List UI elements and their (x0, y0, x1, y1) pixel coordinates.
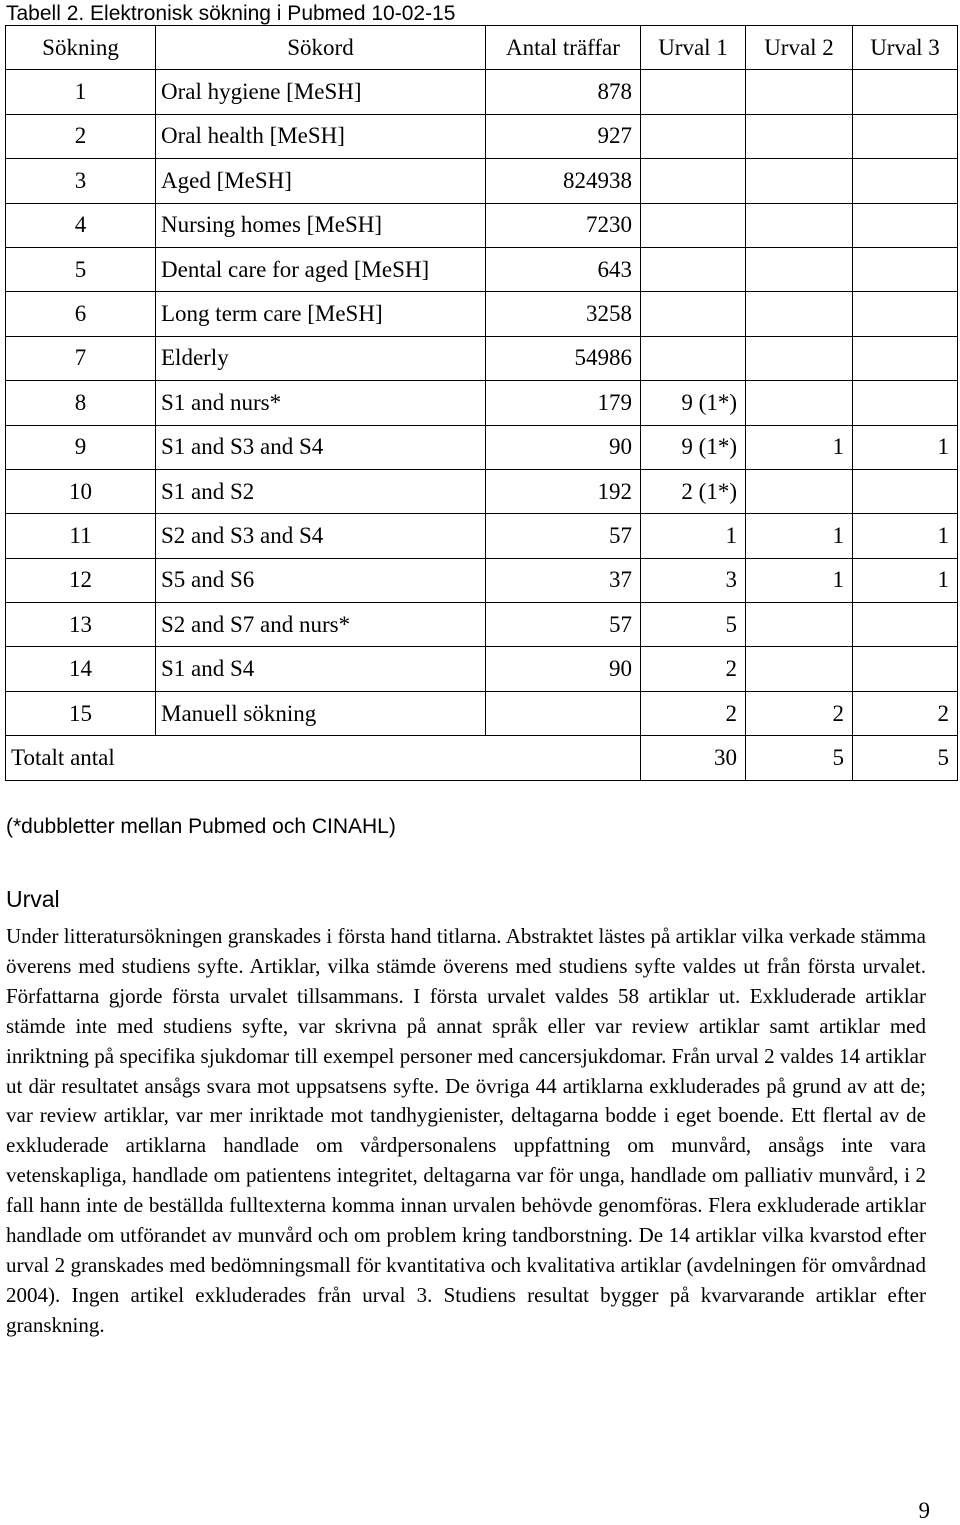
cell-urval-3 (853, 203, 958, 247)
cell-urval-3 (853, 381, 958, 425)
cell-sokning: 4 (6, 203, 156, 247)
cell-sokord: Elderly (156, 336, 486, 380)
cell-urval-1: 2 (1*) (641, 469, 746, 513)
cell-urval-1 (641, 70, 746, 114)
cell-urval-1 (641, 247, 746, 291)
cell-urval-1 (641, 336, 746, 380)
header-sokord: Sökord (156, 26, 486, 70)
cell-sokning: 8 (6, 381, 156, 425)
cell-sokord: Long term care [MeSH] (156, 292, 486, 336)
cell-urval-3 (853, 292, 958, 336)
table-row (6, 558, 958, 602)
cell-urval-2 (746, 336, 853, 380)
table-row (6, 381, 958, 425)
cell-sokning: 2 (6, 114, 156, 158)
section-heading: Urval (6, 886, 60, 912)
page-number: 9 (918, 1498, 930, 1523)
table-row (6, 159, 958, 203)
cell-antal-traffar: 90 (486, 647, 641, 691)
cell-antal-traffar: 179 (486, 381, 641, 425)
cell-sokord: S1 and S3 and S4 (156, 425, 486, 469)
cell-antal-traffar: 643 (486, 247, 641, 291)
cell-urval-3 (853, 70, 958, 114)
header-urval-2: Urval 2 (746, 26, 853, 70)
header-sokning: Sökning (6, 26, 156, 70)
cell-urval-2 (746, 114, 853, 158)
cell-urval-2 (746, 203, 853, 247)
cell-urval-2 (746, 469, 853, 513)
cell-sokord: Oral health [MeSH] (156, 114, 486, 158)
cell-sokord: S1 and S4 (156, 647, 486, 691)
cell-urval-2 (746, 159, 853, 203)
cell-sokning: 14 (6, 647, 156, 691)
cell-urval-2 (746, 647, 853, 691)
table-row (6, 114, 958, 158)
cell-urval-1: 1 (641, 514, 746, 558)
cell-urval-1 (641, 159, 746, 203)
cell-urval-2: 1 (746, 425, 853, 469)
cell-urval-1: 2 (641, 691, 746, 735)
cell-antal-traffar: 37 (486, 558, 641, 602)
cell-urval-2: 1 (746, 514, 853, 558)
cell-sokord: Oral hygiene [MeSH] (156, 70, 486, 114)
cell-urval-1 (641, 203, 746, 247)
cell-urval-3 (853, 469, 958, 513)
cell-urval-3: 1 (853, 558, 958, 602)
cell-urval-2 (746, 247, 853, 291)
cell-urval-3 (853, 159, 958, 203)
cell-urval-3 (853, 603, 958, 647)
table-row (6, 647, 958, 691)
total-urval-1: 30 (641, 736, 746, 780)
cell-urval-3 (853, 114, 958, 158)
cell-urval-1 (641, 292, 746, 336)
cell-urval-1 (641, 114, 746, 158)
cell-sokning: 9 (6, 425, 156, 469)
table-row (6, 603, 958, 647)
table-row (6, 292, 958, 336)
cell-sokord: Aged [MeSH] (156, 159, 486, 203)
cell-sokning: 1 (6, 70, 156, 114)
cell-urval-1: 5 (641, 603, 746, 647)
table-row (6, 469, 958, 513)
header-urval-3: Urval 3 (853, 26, 958, 70)
cell-antal-traffar: 57 (486, 603, 641, 647)
total-urval-2: 5 (746, 736, 853, 780)
cell-sokord: S2 and S3 and S4 (156, 514, 486, 558)
cell-sokning: 13 (6, 603, 156, 647)
header-antal-traffar: Antal träffar (486, 26, 641, 70)
cell-sokord: Nursing homes [MeSH] (156, 203, 486, 247)
cell-antal-traffar: 3258 (486, 292, 641, 336)
cell-sokord: Manuell sökning (156, 691, 486, 735)
cell-urval-1: 3 (641, 558, 746, 602)
cell-sokord: Dental care for aged [MeSH] (156, 247, 486, 291)
cell-urval-3 (853, 647, 958, 691)
table-total-row (6, 736, 958, 780)
total-label: Totalt antal (6, 736, 641, 780)
cell-antal-traffar: 57 (486, 514, 641, 558)
table-row (6, 70, 958, 114)
cell-urval-2: 1 (746, 558, 853, 602)
header-urval-1: Urval 1 (641, 26, 746, 70)
cell-antal-traffar: 90 (486, 425, 641, 469)
cell-antal-traffar: 192 (486, 469, 641, 513)
cell-urval-3: 1 (853, 514, 958, 558)
cell-urval-3: 1 (853, 425, 958, 469)
cell-sokord: S2 and S7 and nurs* (156, 603, 486, 647)
cell-sokning: 5 (6, 247, 156, 291)
table-header-row (6, 26, 958, 70)
cell-antal-traffar: 824938 (486, 159, 641, 203)
cell-urval-3 (853, 336, 958, 380)
cell-urval-1: 2 (641, 647, 746, 691)
cell-urval-1: 9 (1*) (641, 425, 746, 469)
cell-urval-2: 2 (746, 691, 853, 735)
table-footnote: (*dubbletter mellan Pubmed och CINAHL) (6, 815, 396, 838)
cell-urval-2 (746, 381, 853, 425)
cell-urval-2 (746, 70, 853, 114)
cell-sokning: 10 (6, 469, 156, 513)
cell-urval-2 (746, 603, 853, 647)
table-body (6, 70, 958, 736)
cell-urval-3: 2 (853, 691, 958, 735)
cell-sokning: 6 (6, 292, 156, 336)
search-results-table (5, 25, 958, 781)
cell-sokning: 7 (6, 336, 156, 380)
cell-antal-traffar: 54986 (486, 336, 641, 380)
table-row (6, 336, 958, 380)
cell-sokning: 15 (6, 691, 156, 735)
cell-sokord: S5 and S6 (156, 558, 486, 602)
cell-sokord: S1 and S2 (156, 469, 486, 513)
cell-antal-traffar: 7230 (486, 203, 641, 247)
table-caption: Tabell 2. Elektronisk sökning i Pubmed 10-02-15 (6, 2, 456, 25)
table-row (6, 425, 958, 469)
section-paragraph: Under litteratursökningen granskades i första hand titlarna. Abstraktet lästes på artiklar vilka verkade stämma överens med studiens syfte. Artiklar, vilka stämde överens med studiens syfte valdes ut från första urvalet. Författarna gjorde första urvalet tillsammans. I första urvalet valdes 58 artiklar ut. Exkluderade artiklar stämde inte med studiens syfte, var skrivna på annat språk eller var review artiklar samt artiklar med inriktning på specifika sjukdomar till exempel personer med cancersjukdomar. Från urval 2 valdes 14 artiklar ut där resultatet ansågs svara mot uppsatsens syfte. De övriga 44 artiklarna exkluderades på grund av att de; var review artiklar, var mer inriktade mot tandhygienister, deltagarna bodde i eget boende. Ett flertal av de exkluderade artiklarna handlade om vårdpersonalens uppfattning om munvård, ansågs inte vara vetenskapliga, handlade om patientens integritet, deltagarna var för unga, handlade om palliativ munvård, i 2 fall hann inte de beställda fulltexterna komma innan urvalen behövde genomföras. Flera exkluderade artiklar handlade om utförandet av munvård och om problem kring tandborstning. De 14 artiklar vilka kvarstod efter urval 2 granskades med bedömningsmall för kvantitativa och kvalitativa artiklar (avdelningen för omvårdnad 2004). Ingen artikel exkluderades från urval 3. Studiens resultat bygger på kvarvarande artiklar efter granskning. (6, 924, 926, 1337)
cell-urval-1: 9 (1*) (641, 381, 746, 425)
cell-urval-2 (746, 292, 853, 336)
cell-antal-traffar: 927 (486, 114, 641, 158)
table-row (6, 247, 958, 291)
cell-sokning: 11 (6, 514, 156, 558)
cell-antal-traffar: 878 (486, 70, 641, 114)
cell-sokning: 3 (6, 159, 156, 203)
cell-sokning: 12 (6, 558, 156, 602)
total-urval-3: 5 (853, 736, 958, 780)
table-row (6, 203, 958, 247)
cell-antal-traffar (486, 691, 641, 735)
cell-urval-3 (853, 247, 958, 291)
table-row (6, 514, 958, 558)
cell-sokord: S1 and nurs* (156, 381, 486, 425)
table-row (6, 691, 958, 735)
